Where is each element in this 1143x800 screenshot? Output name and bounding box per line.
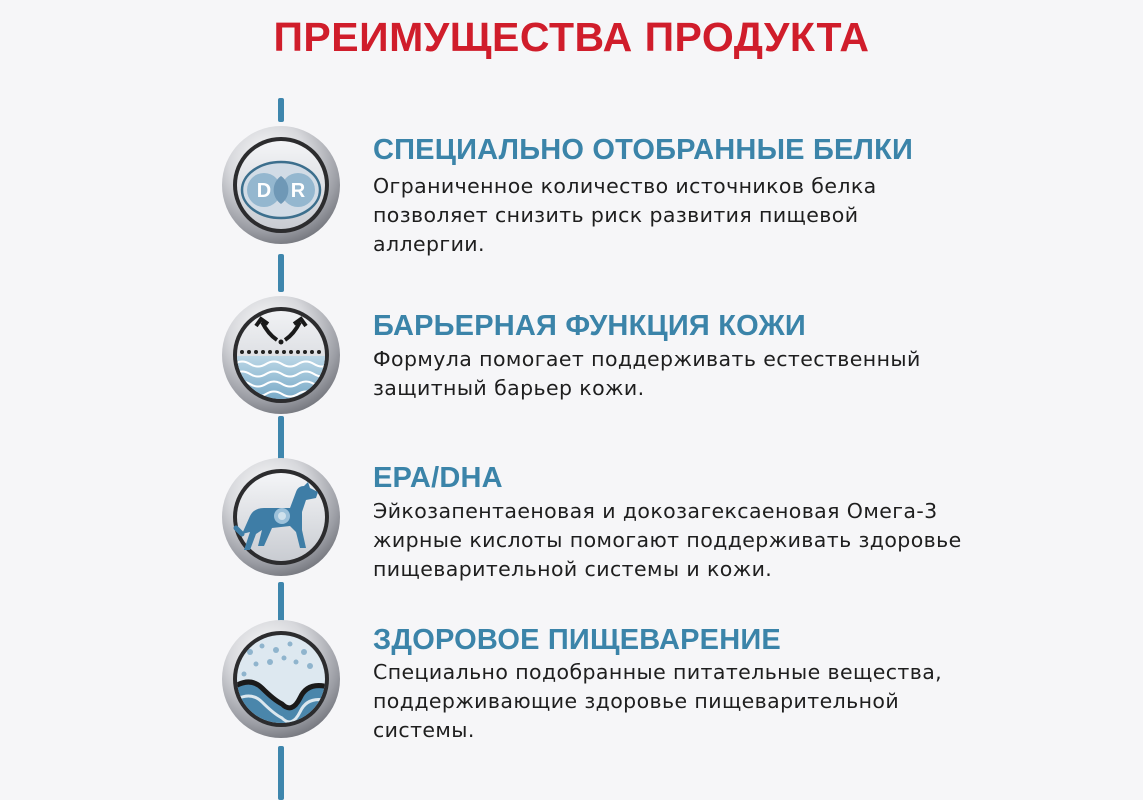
digestion-icon [220, 618, 342, 740]
page-title: ПРЕИМУЩЕСТВА ПРОДУКТА [273, 14, 870, 60]
timeline-segment [278, 416, 284, 460]
benefit-text: Ограниченное количество источников белка позволяет снизить риск развития пищевой аллергии. [373, 174, 877, 256]
svg-text:R: R [290, 180, 306, 202]
timeline-segment [278, 254, 284, 292]
timeline-segment [278, 746, 284, 800]
benefit-title: EPA/DHA [373, 462, 503, 494]
benefit-text: Формула помогает поддерживать естественный защитный барьер кожи. [373, 347, 921, 400]
benefit-title: БАРЬЕРНАЯ ФУНКЦИЯ КОЖИ [373, 310, 806, 342]
timeline-segment [278, 582, 284, 622]
benefit-text: Специально подобранные питательные вещества, поддерживающие здоровье пищеварительной системы. [373, 660, 943, 742]
benefit-title: ЗДОРОВОЕ ПИЩЕВАРЕНИЕ [373, 624, 781, 656]
skin-barrier-icon [220, 294, 342, 416]
timeline-segment [278, 98, 284, 122]
dr-protein-icon [220, 124, 342, 246]
benefit-text: Эйкозапентаеновая и докозагексаеновая Омега-3 жирные кислоты помогают поддерживать здоровье пищеварительной системы и кожи. [373, 499, 962, 581]
benefit-title: СПЕЦИАЛЬНО ОТОБРАННЫЕ БЕЛКИ [373, 134, 914, 166]
svg-text:D: D [256, 180, 272, 202]
dog-icon [220, 456, 342, 578]
